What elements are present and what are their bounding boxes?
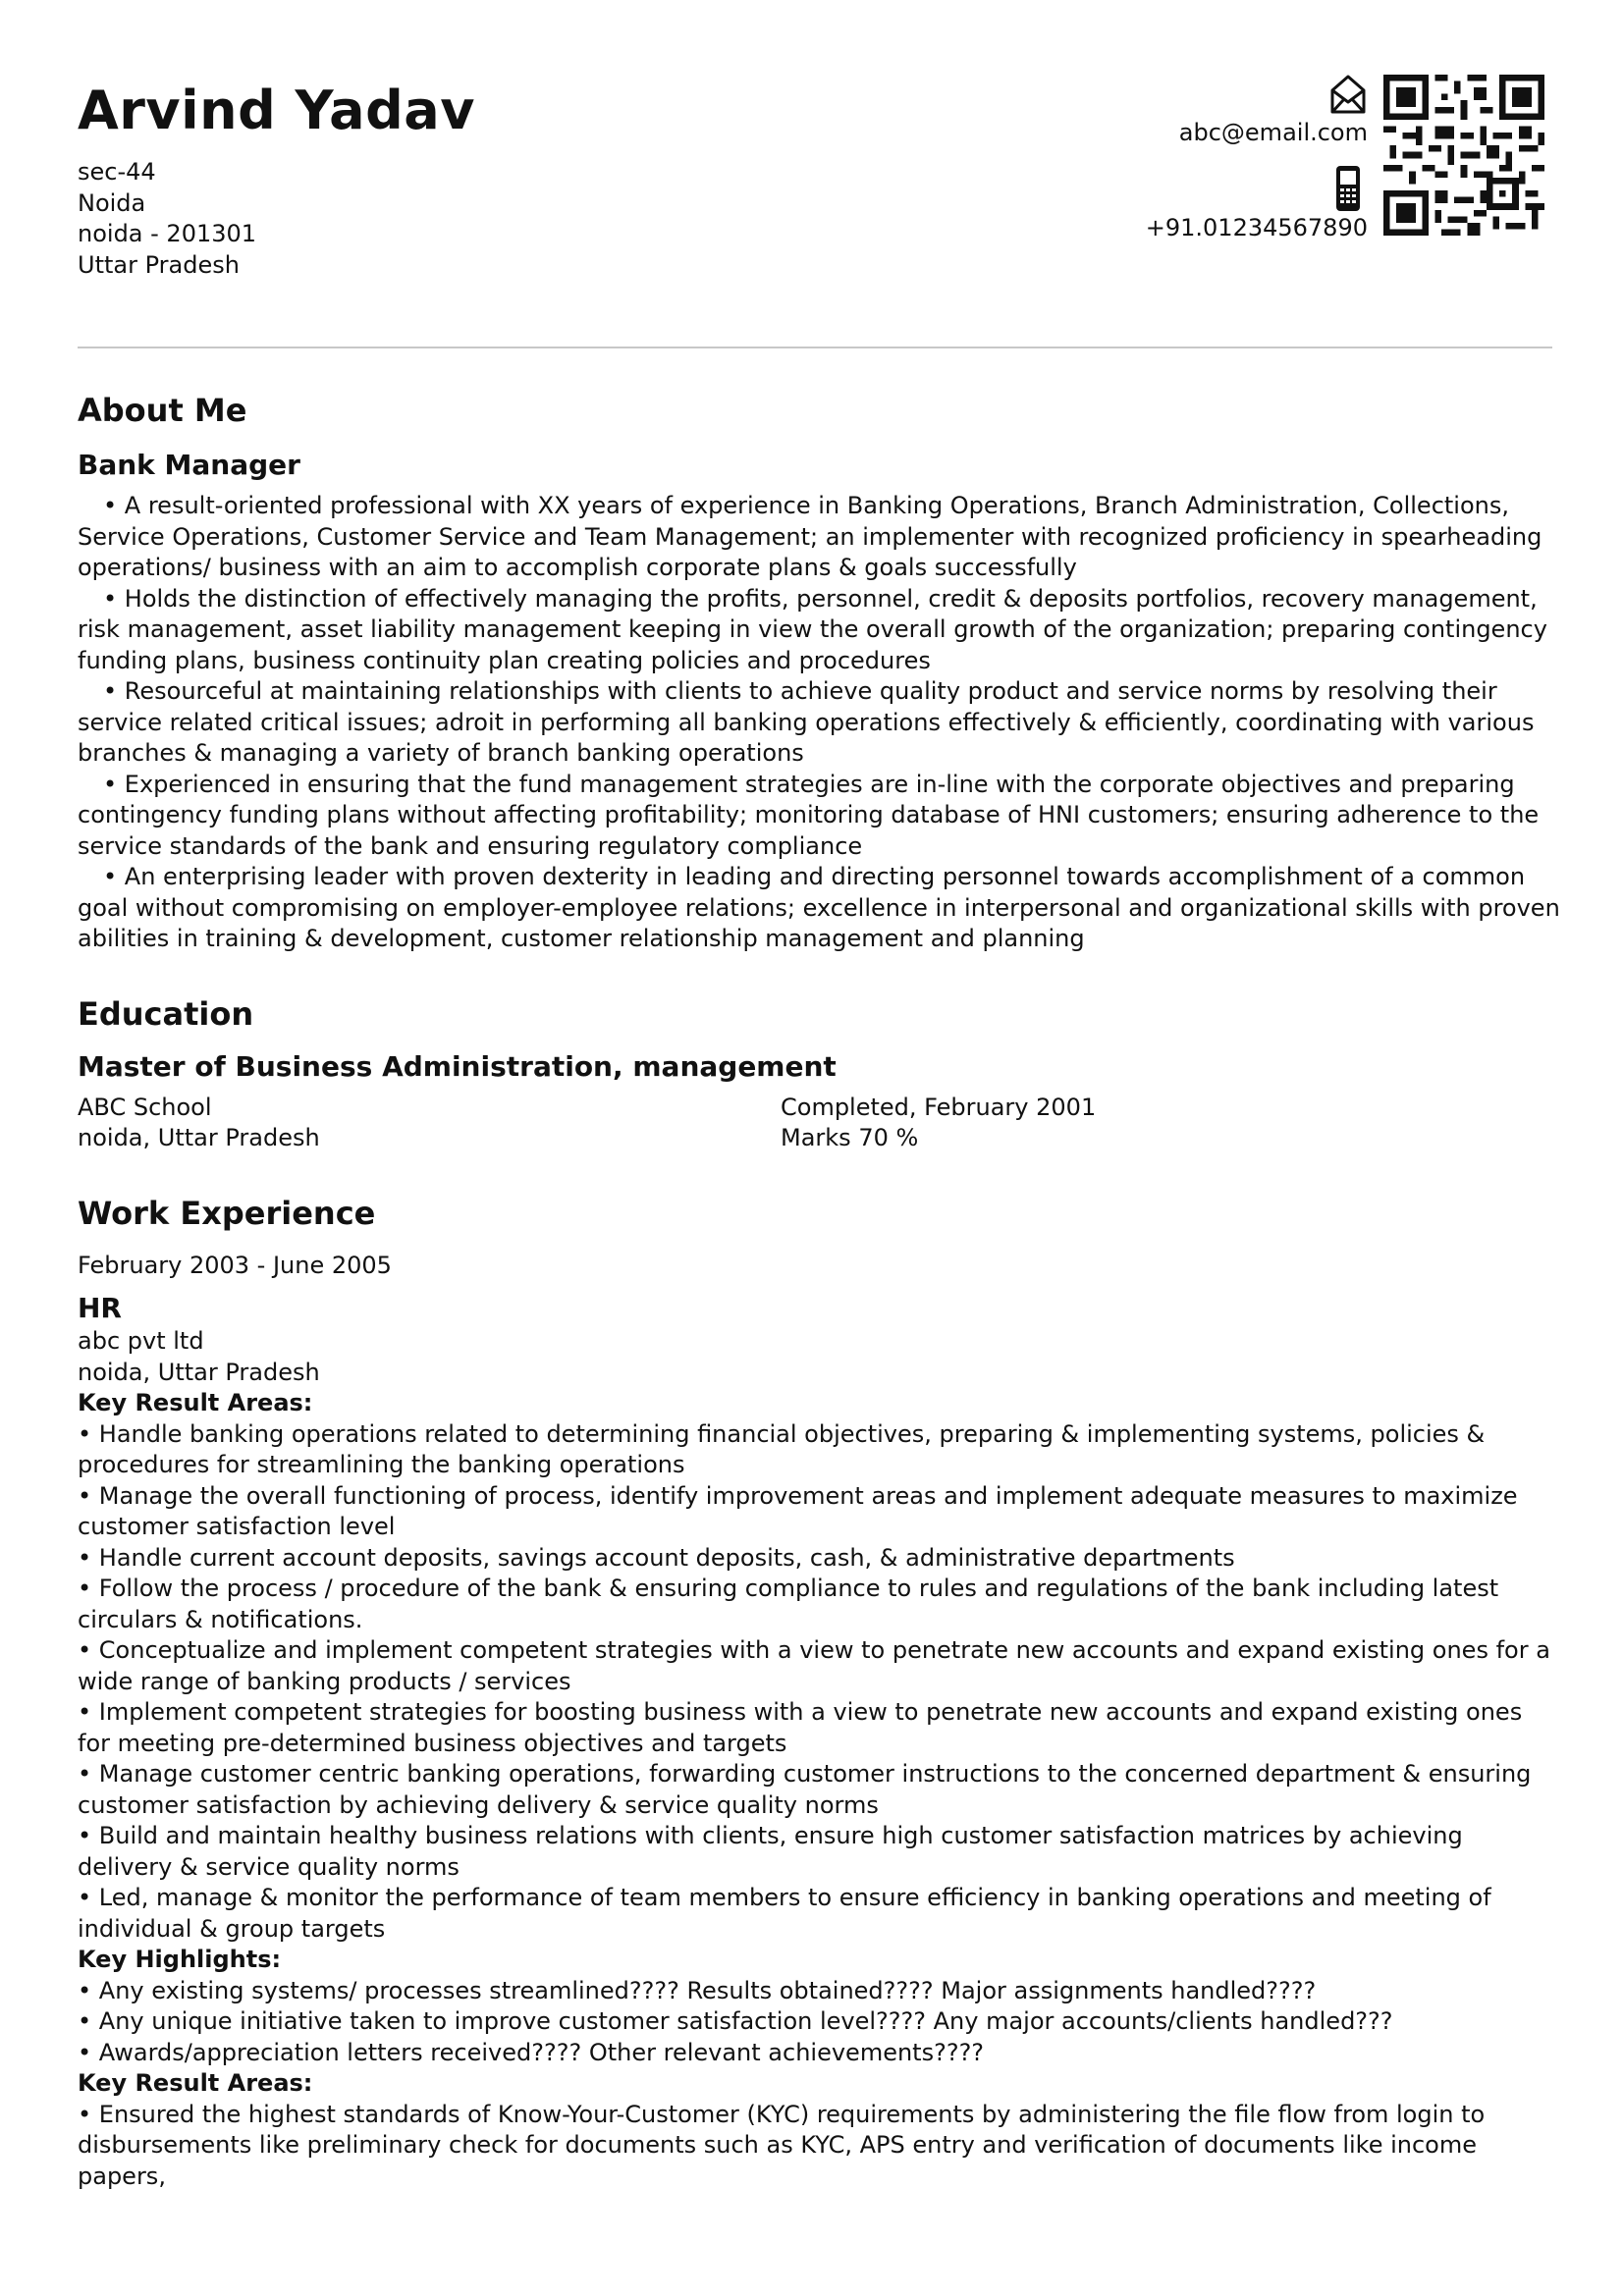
list-item: • Awards/appreciation letters received???? Other relevant achievements???? [78, 2038, 985, 2066]
about-section-title: About Me [78, 392, 247, 429]
list-item: • Any unique initiative taken to improve customer satisfaction level???? Any major accounts/clients handled??? [78, 2007, 1393, 2035]
education-section-title: Education [78, 994, 254, 1033]
work-dates: February 2003 - June 2005 [78, 1251, 392, 1279]
education-status-column [781, 1093, 1370, 1154]
address-line: Uttar Pradesh [78, 250, 240, 279]
list-item: • An enterprising leader with proven dexterity in leading and directing personnel towards accomplishment of a common goal without compromising on employer-employee relations; excellence in interpersonal and organizational skills with proven abilities in training & development, customer relationship management and planning [78, 863, 1560, 952]
about-role: Bank Manager [78, 449, 300, 481]
header-divider [78, 347, 1552, 348]
work-location: noida, Uttar Pradesh [78, 1358, 320, 1386]
list-item: • A result-oriented professional with XX years of experience in Banking Operations, Branch Administration, Collections, Service Operations, Customer Service and Team Management; an implementer with recognized proficiency in spearheading operations/ business with an aim to accomplish corporate plans & goals successfully [78, 492, 1542, 581]
key-highlights-label: Key Highlights: [78, 1946, 282, 1973]
key-result-areas-label: Key Result Areas: [78, 2069, 313, 2097]
list-item: • Handle current account deposits, savings account deposits, cash, & administrative departments [78, 1543, 1235, 1572]
list-item: • Manage the overall functioning of process, identify improvement areas and implement adequate measures to maximize customer satisfaction level [78, 1481, 1518, 1540]
list-item: • Ensured the highest standards of Know-Your-Customer (KYC) requirements by administering the file flow from login to disbursements like preliminary check for documents such as KYC, APS entry and verification of documents like income papers, [78, 2100, 1486, 2190]
list-item: • Experienced in ensuring that the fund management strategies are in-line with the corporate objectives and preparing contingency funding plans without affecting profitability; monitoring database of HNI customers; ensuring adherence to the service standards of the bank and ensuring regulatory compliance [78, 770, 1540, 860]
address-block [78, 157, 256, 281]
education-marks: Marks 70 % [781, 1124, 919, 1151]
address-line: sec-44 [78, 158, 156, 186]
key-result-areas-label: Key Result Areas: [78, 1389, 313, 1416]
education-details [78, 1093, 1560, 1154]
education-degree: Master of Business Administration, management [78, 1049, 837, 1083]
work-section-title: Work Experience [78, 1194, 376, 1232]
list-item: • Led, manage & monitor the performance of team members to ensure efficiency in banking operations and meeting of individual & group targets [78, 1884, 1491, 1943]
education-location: noida, Uttar Pradesh [78, 1124, 320, 1151]
candidate-name: Arvind Yadav [78, 80, 475, 141]
education-status: Completed, February 2001 [781, 1093, 1097, 1121]
address-line: noida - 201301 [78, 220, 257, 247]
phone-number: +91.01234567890 [1145, 214, 1368, 241]
mobile-phone-icon [1330, 163, 1366, 214]
list-item: • Resourceful at maintaining relationships with clients to achieve quality product and service norms by resolving their service related critical issues; adroit in performing all banking operations effectively & efficiently, coordinating with various branches & managing a variety of branch banking operations [78, 677, 1535, 767]
list-item: • Any existing systems/ processes streamlined???? Results obtained???? Major assignments handled???? [78, 1976, 1317, 2004]
list-item: • Manage customer centric banking operations, forwarding customer instructions to the concerned department & ensuring customer satisfaction by achieving delivery & service quality norms [78, 1760, 1532, 1819]
list-item: • Follow the process / procedure of the bank & ensuring compliance to rules and regulations of the bank including latest circulars & notifications. [78, 1575, 1499, 1633]
list-item: • Handle banking operations related to determining financial objectives, preparing & implementing systems, policies & procedures for streamlining the banking operations [78, 1419, 1486, 1478]
education-school: ABC School [78, 1093, 212, 1121]
address-line: Noida [78, 188, 146, 217]
envelope-icon [1328, 73, 1368, 116]
key-result-areas-list [78, 1419, 1560, 1946]
about-bullet-list [78, 491, 1560, 955]
work-role: HR [78, 1292, 122, 1324]
email-link[interactable]: abc@email.com [1178, 119, 1368, 146]
list-item: • Build and maintain healthy business relations with clients, ensure high customer satisfaction matrices by achieving delivery & service quality norms [78, 1822, 1463, 1881]
key-highlights-list [78, 1976, 1560, 2069]
work-company: abc pvt ltd [78, 1327, 204, 1355]
qr-code [1383, 73, 1544, 238]
list-item: • Conceptualize and implement competent strategies with a view to penetrate new accounts and expand existing ones for a wide range of banking products / services [78, 1636, 1550, 1695]
resume-content [78, 389, 1560, 2192]
list-item: • Implement competent strategies for boosting business with a view to penetrate new accounts and expand existing ones for meeting pre-determined business objectives and targets [78, 1698, 1523, 1757]
key-result-areas-list [78, 2100, 1560, 2193]
education-school-column [78, 1093, 781, 1154]
list-item: • Holds the distinction of effectively managing the profits, personnel, credit & deposits portfolios, recovery management, risk management, asset liability management keeping in view the overall growth of the organization; preparing contingency funding plans, business continuity plan creating policies and procedures [78, 584, 1547, 674]
